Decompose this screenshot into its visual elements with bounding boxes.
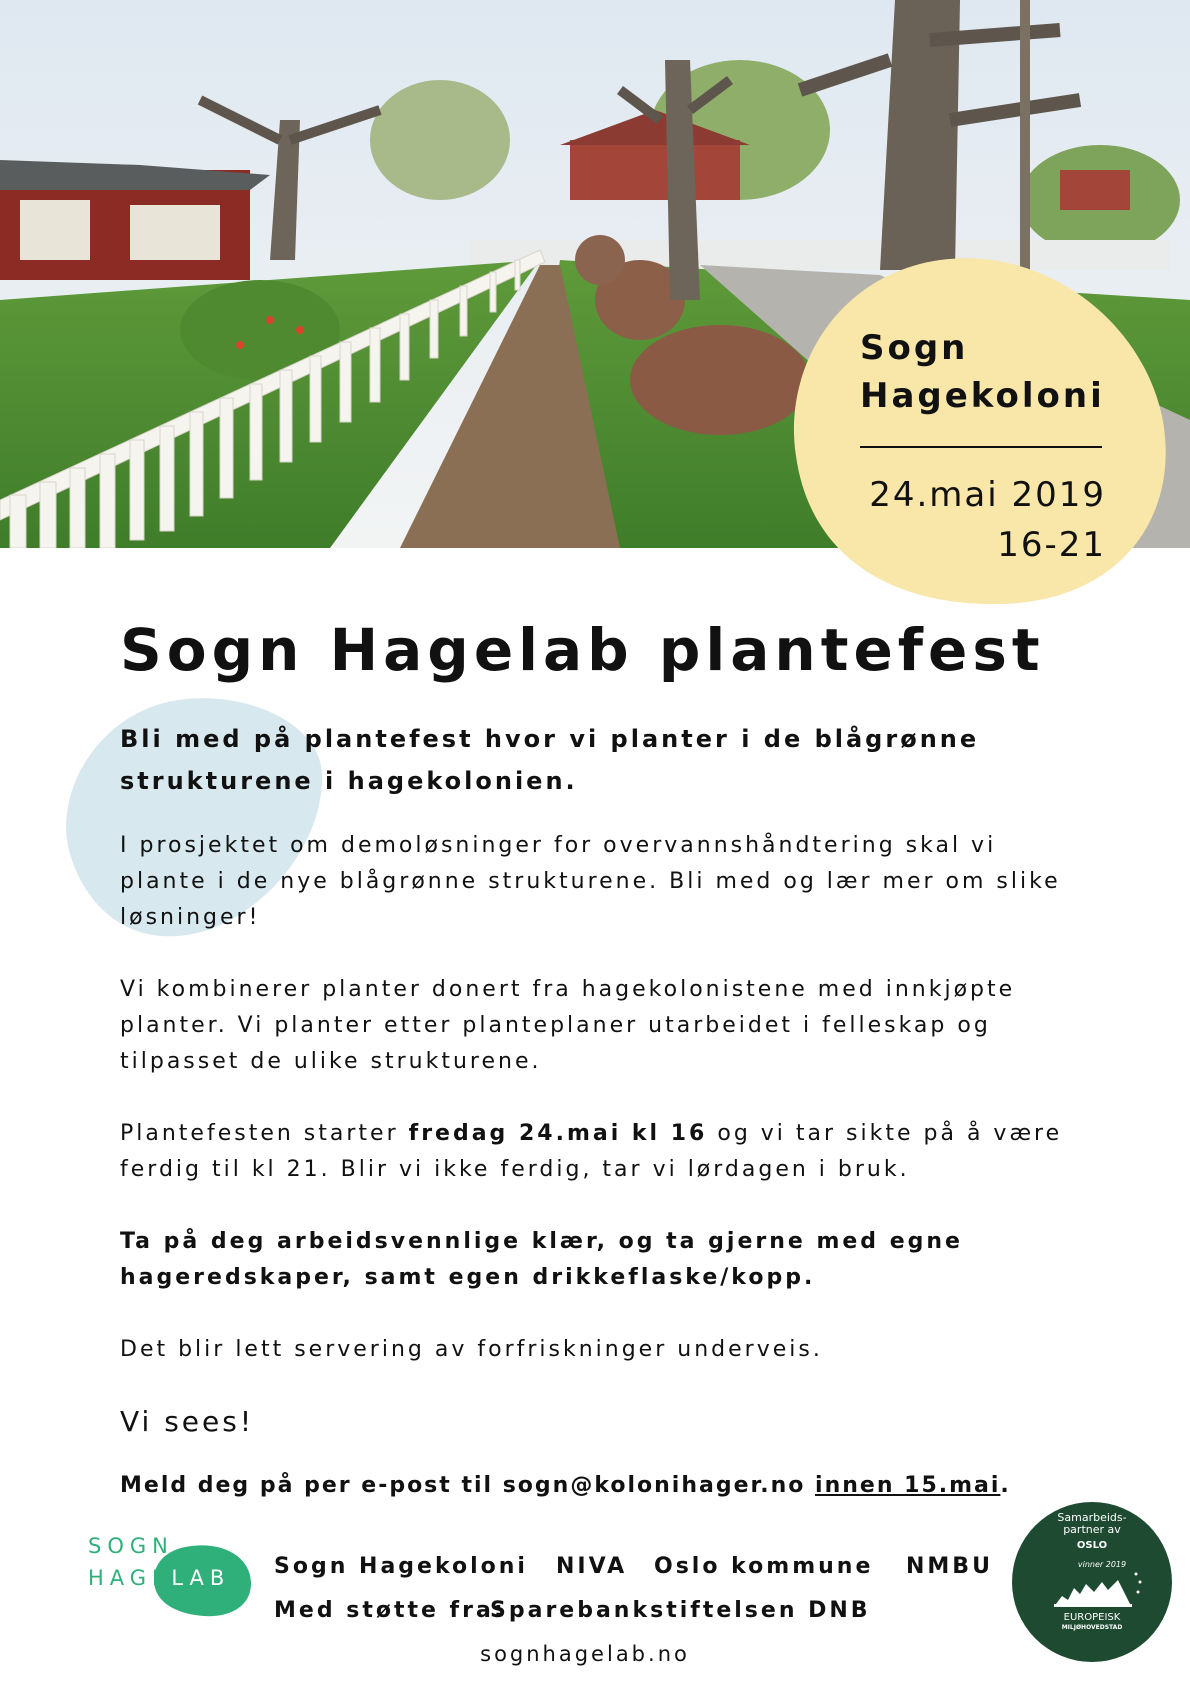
- partner-niva: NIVA: [556, 1554, 628, 1579]
- badge-divider: [860, 446, 1102, 448]
- closing-line: Vi sees!: [120, 1405, 255, 1438]
- event-date: 24.mai 2019: [869, 475, 1106, 515]
- seal-city: OSLO: [1076, 1540, 1108, 1551]
- partner-oslo-kommune: Oslo kommune: [654, 1554, 874, 1579]
- sogn-hagelab-logo: [86, 1528, 246, 1618]
- schedule-end: og vi tar sikte på å være ferdig til kl 21. Blir vi ikke ferdig, tar vi lørdagen i bruk.: [120, 1121, 1063, 1182]
- schedule-start: Plantefesten starter: [120, 1121, 409, 1146]
- signup-text: Meld deg på per e-post til sogn@kolonihager.no: [120, 1473, 816, 1498]
- support-sponsor: Sparebankstiftelsen DNB: [490, 1598, 871, 1623]
- partner-nmbu: NMBU: [906, 1554, 993, 1579]
- paragraph-refreshments: Det blir lett servering av forfriskninger underveis.: [120, 1337, 823, 1362]
- seal-text-line4: MILJØHOVEDSTAD: [1061, 1624, 1123, 1631]
- badge-title-line2: Hagekoloni: [860, 376, 1105, 416]
- schedule-highlight: fredag 24.mai kl 16: [408, 1121, 708, 1146]
- paragraph-schedule: [120, 1116, 1080, 1188]
- paragraph-plants: Vi kombinerer planter donert fra hagekolonistene med innkjøpte planter. Vi planter etter planteplaner utarbeidet i felleskap og tilpasset de ulike strukturene.: [120, 977, 1016, 1074]
- seal-text-line1: Samarbeids-: [1057, 1511, 1127, 1524]
- green-capital-seal: [1010, 1500, 1174, 1664]
- logo-text-hage: HAGE: [88, 1566, 172, 1590]
- support-label: Med støtte fra:: [274, 1598, 506, 1623]
- logo-text-sogn: SOGN: [88, 1534, 174, 1558]
- paragraph-clothing: Ta på deg arbeidsvennlige klær, og ta gjerne med egne hageredskaper, samt egen drikkeflaske/kopp.: [120, 1229, 963, 1290]
- partner-sogn-hagekoloni: Sogn Hagekoloni: [274, 1554, 528, 1579]
- seal-year-script: vinner 2019: [1077, 1560, 1127, 1569]
- signup-line: [120, 1470, 1080, 1502]
- date-badge: [860, 324, 1106, 570]
- logo-text-lab: LAB: [171, 1566, 231, 1590]
- support-line: [274, 1598, 871, 1623]
- badge-title-line1: Sogn: [860, 328, 969, 368]
- seal-text-line2: partner av: [1063, 1523, 1121, 1536]
- signup-end: .: [1000, 1473, 1011, 1498]
- body-content: [120, 718, 1080, 1502]
- website-link[interactable]: sognhagelab.no: [480, 1642, 690, 1666]
- logo-text-hagelab: [88, 1566, 230, 1590]
- lead-paragraph: Bli med på plantefest hvor vi planter i de blågrønne strukturene i hagekolonien.: [120, 725, 980, 795]
- page-title: Sogn Hagelab plantefest: [120, 616, 1045, 684]
- paragraph-project: I prosjektet om demoløsninger for overvannshåndtering skal vi plante i de nye blågrønne strukturene. Bli med og lær mer om slike løsninger!: [120, 833, 1061, 930]
- seal-text-line3: EUROPEISK: [1063, 1612, 1121, 1623]
- signup-deadline: innen 15.mai: [815, 1473, 1001, 1498]
- event-time: 16-21: [997, 525, 1106, 565]
